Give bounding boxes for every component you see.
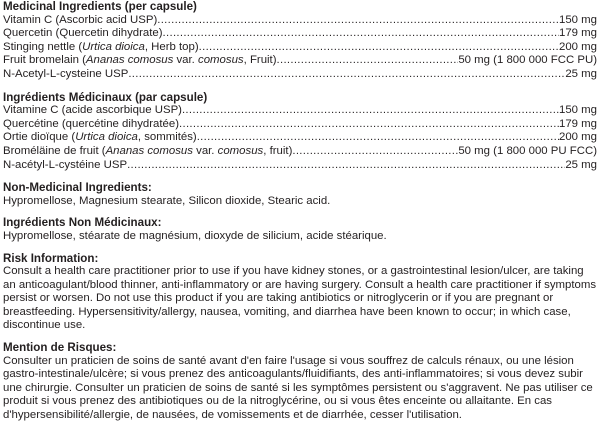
dot-leader [179, 118, 559, 132]
ingredient-row [3, 131, 597, 145]
ingredient-name [3, 27, 163, 41]
non-medicinal-section [3, 181, 597, 208]
ingredient-amount: 200 mg [559, 40, 597, 53]
ingredient-row [3, 104, 597, 118]
ingredient-text: N-acétyl-L-cystéine USP [3, 158, 128, 171]
ingredient-name [3, 104, 182, 118]
product-label-document [3, 0, 597, 423]
ingredient-name [3, 159, 127, 173]
ingredient-row [3, 14, 597, 28]
dot-leader [163, 27, 559, 41]
risk-information-text: Consult a health care practitioner prior to use if you have kidney stones, or a gastrointestinal lesion/ulcer, are taking an anticoagulant/blood thinner, anti-inflammatory or are having surgery. Consult a health care practitioner if symptoms persist or worsen. Do not use this product if you are taking antibiotics or nitroglycerin or if you are pregnant or breastfeeding. Hypersensitivity/allergy, nausea, vomiting, and diarrhea have been known to occur; in which case, discontinue use. [3, 265, 597, 332]
ingredient-name [3, 41, 199, 55]
ingredient-text: , fruit) [263, 144, 293, 157]
mention-de-risques-text: Consulter un praticien de soins de santé avant d'en faire l'usage si vous souffrez de calculs rénaux, ou une lésion gastro-intestinale/ulcère; si vous prenez des anticoagulants/fluidifiants, des anti-inflammatoires; si vous devez subir une chirurgie. Consulter un praticien de soins de santé si les symptômes persistent ou s'aggravent. Ne pas utiliser ce produit si vous prenez des antibiotiques ou de la nitroglycérine, ou si vous êtes enceinte ou allaitante. En cas d'hypersensibilité/allergie, de nausées, de vomissements et de diarrhée, cesser l'utilisation. [3, 354, 593, 422]
ingredient-amount: 25 mg [565, 67, 597, 80]
ingredient-text: var. [192, 144, 218, 157]
ingredient-row [3, 68, 597, 82]
ingredient-amount: 50 mg (1 800 000 PU FCC) [458, 144, 597, 157]
ingredient-name [3, 54, 277, 68]
ingredient-amount: 150 mg [559, 13, 597, 26]
ingredient-amount: 179 mg [559, 117, 597, 130]
ingredient-row [3, 118, 597, 132]
ingredient-name [3, 145, 292, 159]
ingredient-text: Quercétine (quercétine dihydratée) [3, 117, 180, 130]
ingredient-name [3, 131, 197, 145]
ingredient-text: , Fruit) [243, 54, 277, 67]
ingredient-text: Ortie dioïque ( [3, 131, 76, 144]
medicinal-ingredients-heading: Medicinal Ingredients (per capsule) [3, 0, 197, 13]
non-medicinaux-heading: Ingrédients Non Médicinaux: [3, 216, 162, 230]
non-medicinaux-section [3, 216, 597, 243]
medicinal-ingredients-list [3, 14, 597, 82]
ingredient-amount: 25 mg [565, 158, 597, 171]
ingredient-row [3, 159, 597, 173]
ingredient-name [3, 118, 179, 132]
ingredient-text: , sommités) [137, 131, 197, 144]
latin-name: comosus [217, 144, 264, 157]
ingredient-amount: 200 mg [559, 131, 597, 144]
ingredient-row [3, 54, 597, 68]
ingredients-medicinaux-list [3, 104, 597, 172]
ingredient-text: Stinging nettle ( [3, 40, 83, 53]
ingredient-row [3, 145, 597, 159]
non-medicinal-heading: Non-Medicinal Ingredients: [3, 181, 152, 195]
ingredient-text: N-Acetyl-L-cysteine USP [3, 67, 129, 80]
dot-leader [292, 145, 458, 159]
ingredient-text: Quercetin (Quercetin dihydrate) [3, 27, 163, 40]
ingredient-text: Vitamine C (acide ascorbique USP) [3, 104, 182, 117]
latin-name: Ananas comosus [85, 54, 174, 67]
latin-name: comosus [198, 54, 244, 67]
latin-name: Urtica dioica [82, 40, 145, 53]
latin-name: Ananas comosus [105, 144, 193, 157]
ingredient-amount: 179 mg [559, 27, 597, 40]
ingredient-row [3, 41, 597, 55]
dot-leader [182, 104, 559, 118]
dot-leader [197, 131, 559, 145]
dot-leader [157, 14, 559, 28]
dot-leader [127, 159, 565, 173]
non-medicinal-text: Hypromellose, Magnesium stearate, Silicon dioxide, Stearic acid. [3, 194, 331, 207]
risk-information-section [3, 252, 597, 334]
ingredient-text: var. [173, 54, 199, 67]
mention-de-risques-heading: Mention de Risques: [3, 341, 117, 355]
ingredient-amount: 50 mg (1 800 000 FCC PU) [458, 54, 597, 67]
ingredients-medicinaux-section [3, 91, 597, 173]
dot-leader [128, 68, 565, 82]
ingredient-text: Vitamin C (Ascorbic acid USP) [3, 13, 158, 26]
dot-leader [277, 54, 459, 68]
ingredients-medicinaux-heading: Ingrédients Médicinaux (par capsule) [3, 90, 208, 104]
ingredient-name [3, 68, 128, 82]
risk-information-heading: Risk Information: [3, 251, 99, 265]
medicinal-ingredients-section [3, 0, 597, 82]
ingredient-text: , Herb top) [144, 40, 199, 53]
mention-de-risques-section [3, 341, 597, 423]
non-medicinaux-text: Hypromellose, stéarate de magnésium, dioxyde de silicium, acide stéarique. [3, 229, 387, 242]
ingredient-text: Broméläine de fruit ( [3, 144, 106, 157]
ingredient-text: Fruit bromelain ( [3, 54, 86, 67]
ingredient-name [3, 14, 157, 28]
dot-leader [199, 41, 559, 55]
ingredient-amount: 150 mg [559, 104, 597, 117]
latin-name: Urtica dioica [75, 131, 138, 144]
ingredient-row [3, 27, 597, 41]
